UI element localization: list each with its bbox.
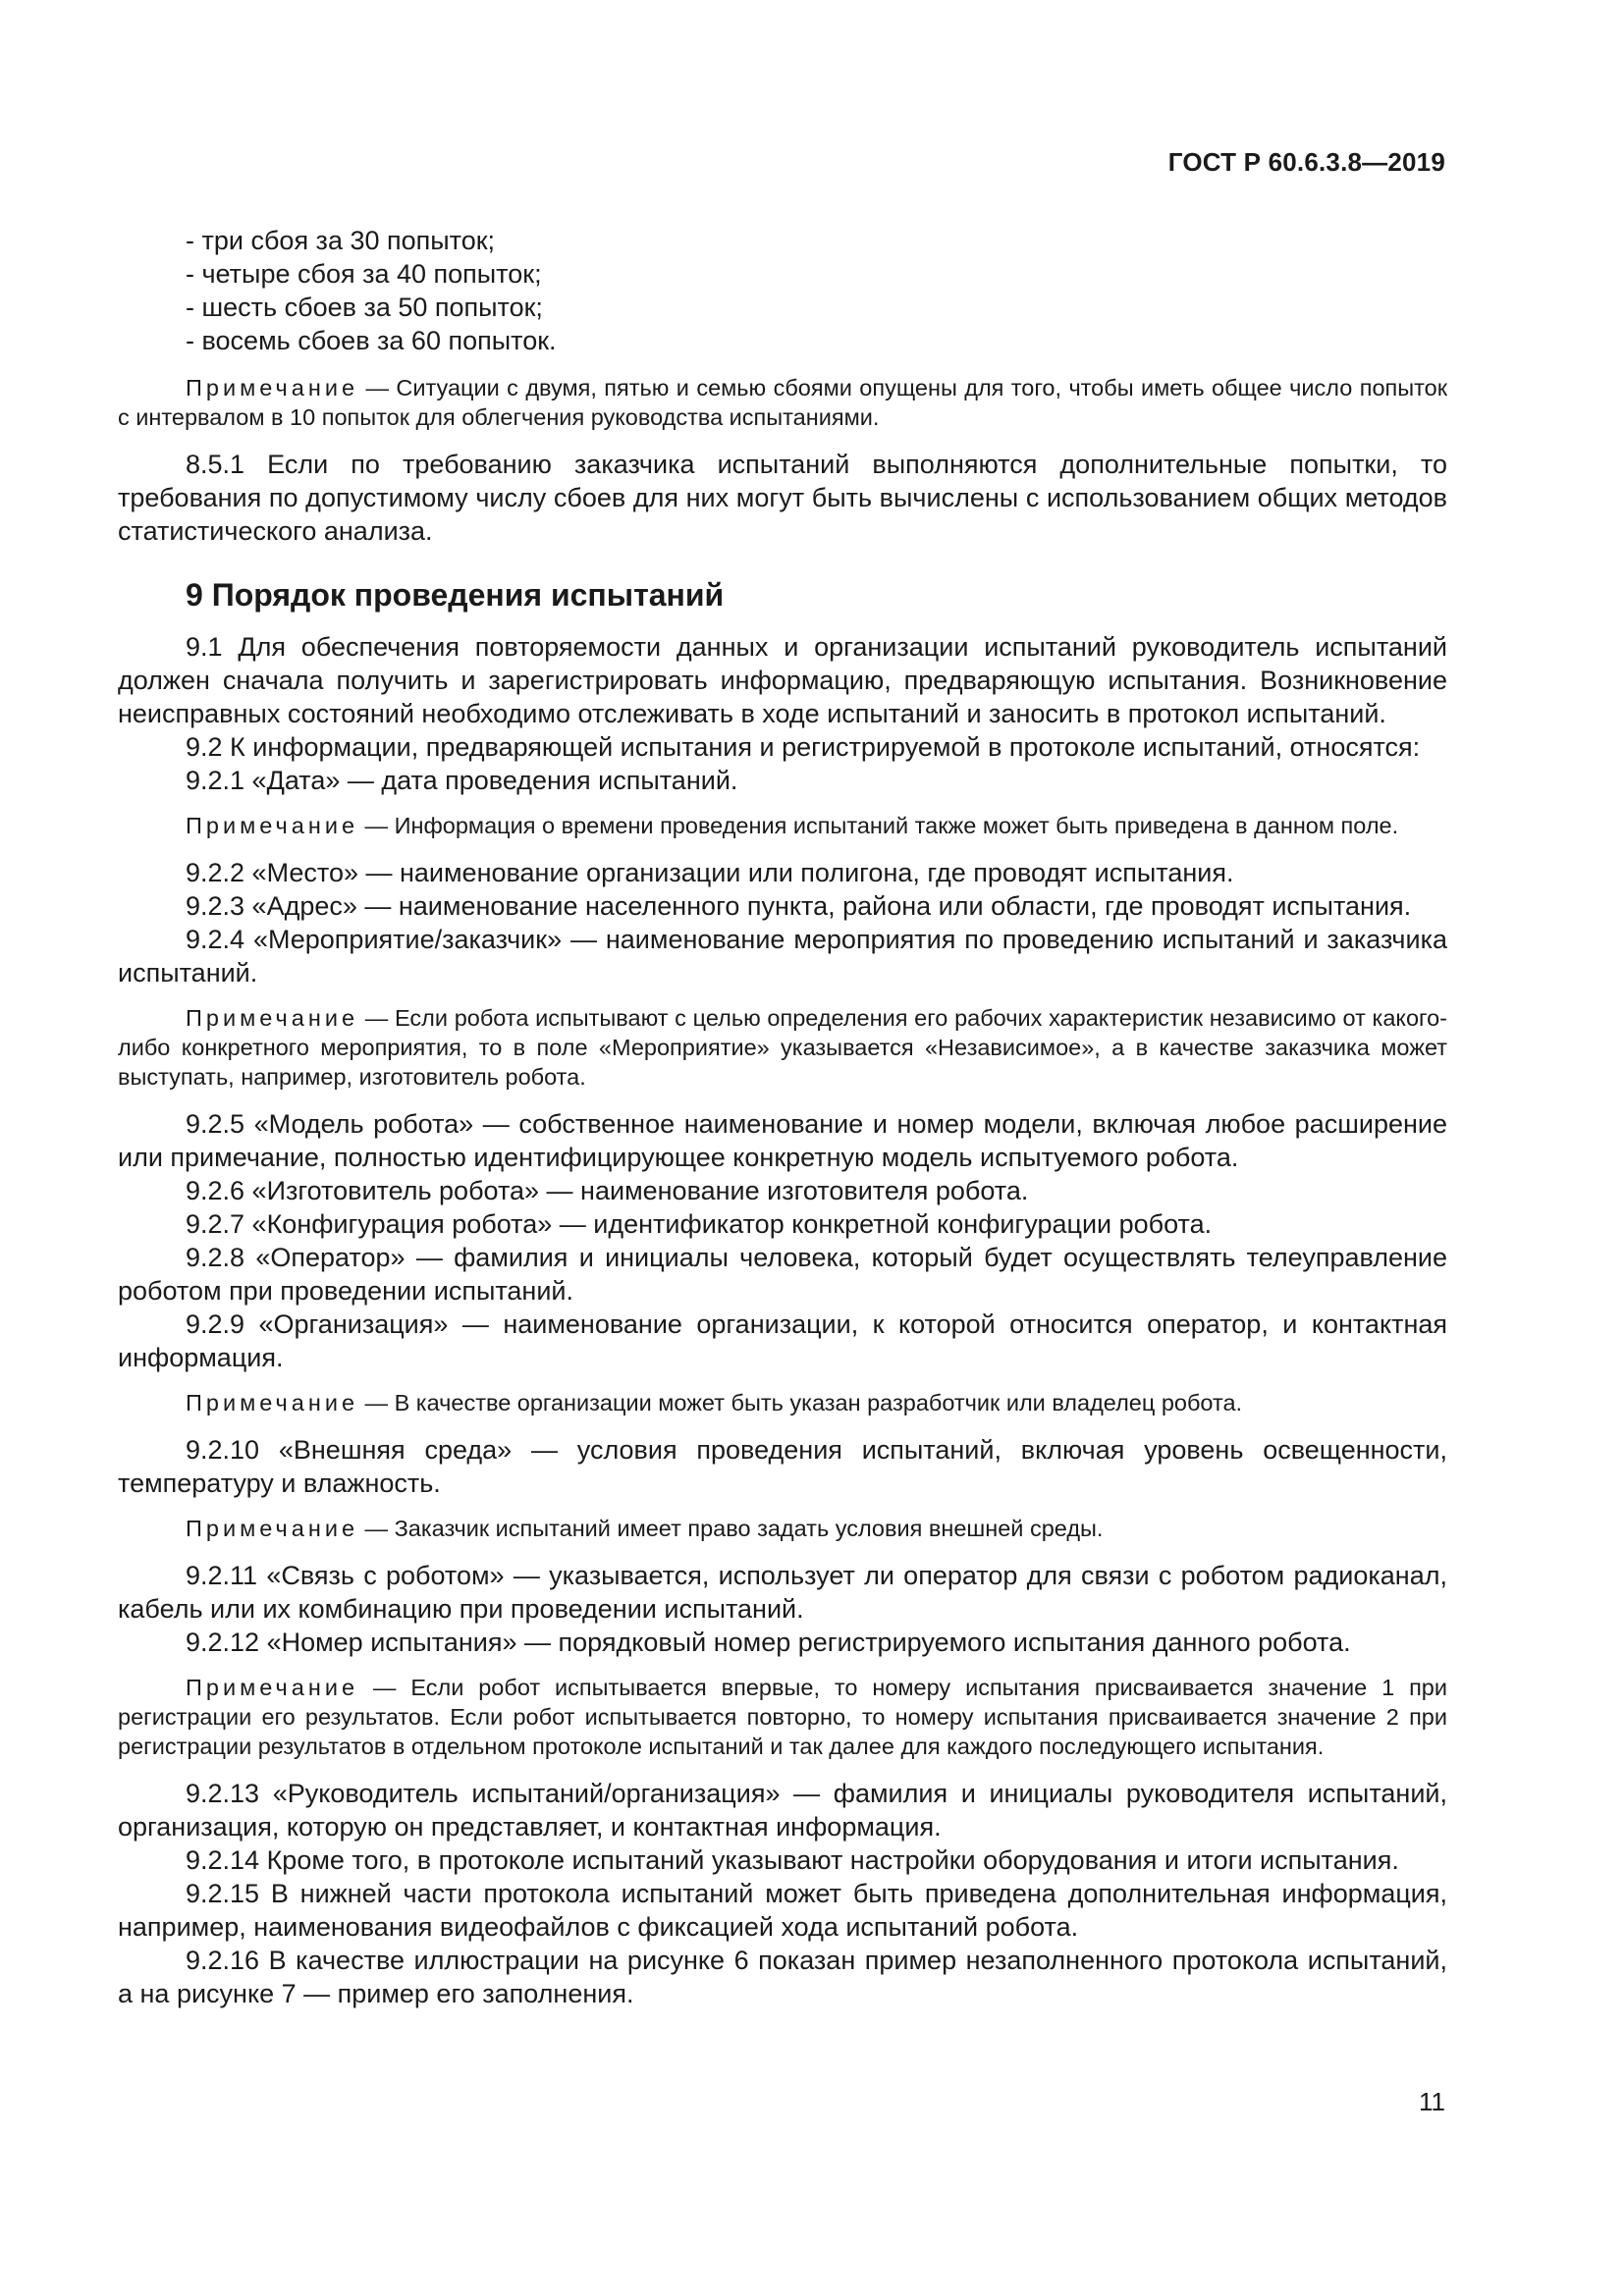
note-text: — Если робот испытывается впервые, то номеру испытания присваивается значение 1 при регистрации его результатов. Если робот испытывается повторно, то номеру испытания присваивается значение 2 при регистрации результатов в отдельном протоколе испытаний и так далее для каждого последующего испытания. bbox=[118, 1675, 1447, 1759]
paragraph-9-2-15: 9.2.15 В нижней части протокола испытаний может быть приведена дополнительная информация, например, наименования видеофайлов с фиксацией хода испытаний робота. bbox=[118, 1879, 1447, 1942]
paragraph-9-2-2: 9.2.2 «Место» — наименование организации или полигона, где проводят испытания. bbox=[186, 858, 1234, 887]
note-text: — Если робота испытывают с целью определения его рабочих характеристик независимо от какого-либо конкретного мероприятия, то в поле «Мероприятие» указывается «Независимое», а в качестве заказчика может выступать, например, изготовитель робота. bbox=[118, 1005, 1447, 1090]
note-label: Примечание bbox=[186, 1005, 359, 1031]
paragraph-9-2-9: 9.2.9 «Организация» — наименование организации, к которой относится оператор, и контактная информация. bbox=[118, 1309, 1447, 1372]
paragraph-9-2-10: 9.2.10 «Внешняя среда» — условия проведения испытаний, включая уровень освещенности, температуру и влажность. bbox=[118, 1435, 1447, 1498]
paragraph-9-1: 9.1 Для обеспечения повторяемости данных и организации испытаний руководитель испытаний должен сначала получить и зарегистрировать информацию, предваряющую испытания. Возникновение неисправных состояний необходимо отслеживать в ходе испытаний и заносить в протокол испытаний. bbox=[118, 632, 1447, 728]
note-label: Примечание bbox=[186, 1675, 359, 1700]
note-label: Примечание bbox=[186, 1390, 359, 1415]
note-text: — Информация о времени проведения испытаний также может быть приведена в данном поле. bbox=[358, 813, 1399, 838]
note-text: — Ситуации с двумя, пятью и семью сбоями опущены для того, чтобы иметь общее число попыток с интервалом в 10 попыток для облегчения руководства испытаниями. bbox=[118, 375, 1447, 430]
note-5 bbox=[118, 1514, 1447, 1543]
paragraph-9-2-1: 9.2.1 «Дата» — дата проведения испытаний. bbox=[186, 766, 738, 795]
note-label: Примечание bbox=[186, 813, 359, 838]
list-item: - три сбоя за 30 попыток; bbox=[186, 226, 496, 255]
paragraph-9-2-4: 9.2.4 «Мероприятие/заказчик» — наименование мероприятия по проведению испытаний и заказчика испытаний. bbox=[118, 925, 1447, 988]
paragraph-9-2-5: 9.2.5 «Модель робота» — собственное наименование и номер модели, включая любое расширение или примечание, полностью идентифицирующее конкретную модель испытуемого робота. bbox=[118, 1109, 1447, 1172]
paragraph-9-2-3: 9.2.3 «Адрес» — наименование населенного пункта, района или области, где проводят испытания. bbox=[186, 891, 1412, 921]
paragraph-9-2-7: 9.2.7 «Конфигурация робота» — идентификатор конкретной конфигурации робота. bbox=[186, 1209, 1213, 1239]
paragraph-8-5-1: 8.5.1 Если по требованию заказчика испытаний выполняются дополнительные попытки, то требования по допустимому числу сбоев для них могут быть вычислены с использованием общих методов статистического анализа. bbox=[118, 450, 1447, 546]
list-item: - шесть сбоев за 50 попыток; bbox=[186, 293, 543, 322]
note-text: — Заказчик испытаний имеет право задать условия внешней среды. bbox=[358, 1516, 1104, 1541]
list-item: - восемь сбоев за 60 попыток. bbox=[186, 326, 557, 355]
note-text: — В качестве организации может быть указан разработчик или владелец робота. bbox=[358, 1390, 1243, 1415]
page-content bbox=[118, 224, 1447, 2010]
list-item: - четыре сбоя за 40 попыток; bbox=[186, 259, 542, 289]
paragraph-9-2-11: 9.2.11 «Связь с роботом» — указывается, использует ли оператор для связи с роботом радиоканал, кабель или их комбинацию при проведении испытаний. bbox=[118, 1561, 1447, 1624]
note-6 bbox=[118, 1673, 1447, 1761]
failure-list bbox=[186, 224, 1447, 357]
note-3 bbox=[118, 1003, 1447, 1092]
paragraph-9-2-12: 9.2.12 «Номер испытания» — порядковый номер регистрируемого испытания данного робота. bbox=[186, 1628, 1351, 1657]
note-label: Примечание bbox=[186, 375, 359, 400]
note-2 bbox=[118, 811, 1447, 840]
page-number: 11 bbox=[1419, 2087, 1445, 2116]
paragraph-9-2: 9.2 К информации, предваряющей испытания и регистрируемой в протоколе испытаний, относятся: bbox=[186, 732, 1421, 762]
paragraph-9-2-8: 9.2.8 «Оператор» — фамилия и инициалы человека, который будет осуществлять телеуправление роботом при проведении испытаний. bbox=[118, 1243, 1447, 1306]
section-9-title: 9 Порядок проведения испытаний bbox=[186, 577, 725, 613]
paragraph-9-2-16: 9.2.16 В качестве иллюстрации на рисунке 6 показан пример незаполненного протокола испытаний, а на рисунке 7 — пример его заполнения. bbox=[118, 1946, 1447, 2008]
document-code-header: ГОСТ Р 60.6.3.8—2019 bbox=[1167, 147, 1445, 177]
note-label: Примечание bbox=[186, 1516, 359, 1541]
paragraph-9-2-14: 9.2.14 Кроме того, в протоколе испытаний указывают настройки оборудования и итоги испытания. bbox=[186, 1845, 1399, 1875]
paragraph-9-2-6: 9.2.6 «Изготовитель робота» — наименование изготовителя робота. bbox=[186, 1176, 1029, 1205]
note-1 bbox=[118, 373, 1447, 432]
paragraph-9-2-13: 9.2.13 «Руководитель испытаний/организация» — фамилия и инициалы руководителя испытаний, организация, которую он представляет, и контактная информация. bbox=[118, 1779, 1447, 1842]
note-4 bbox=[118, 1388, 1447, 1417]
